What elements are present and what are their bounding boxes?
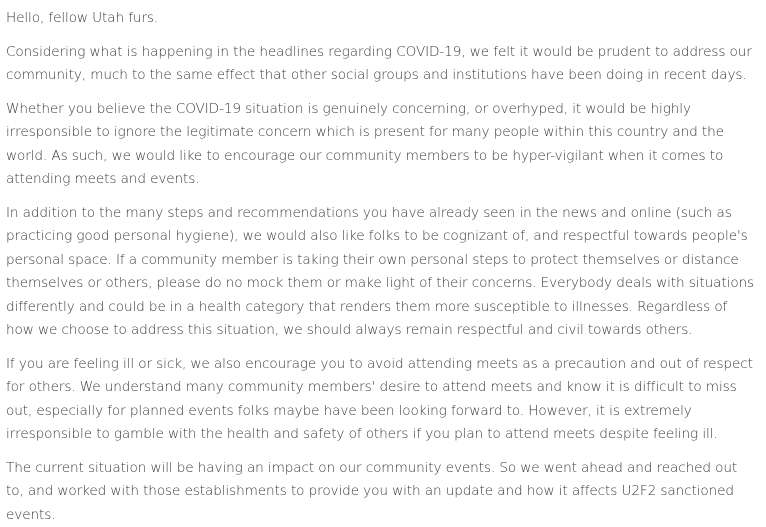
greeting-text: Hello, fellow Utah furs.: [6, 7, 756, 31]
paragraph-concern: Whether you believe the COVID-19 situation is genuinely concerning, or overhyped, it would be highly irresponsible to ignore the legitimate concern which is present for many people within this country and the world. As such, we would like to encourage our community members to be hyper-vigilant when it comes to attending meets and events.: [6, 98, 756, 192]
paragraph-illness: If you are feeling ill or sick, we also encourage you to avoid attending meets as a precaution and out of respect for others. We understand many community members' desire to attend meets and know it is difficult to miss out, especially for planned events folks maybe have been looking forward to. However, it is extremely irresponsible to gamble with the health and safety of others if you plan to attend meets despite feeling ill.: [6, 353, 756, 447]
paragraph-intro: Considering what is happening in the headlines regarding COVID-19, we felt it would be prudent to address our community, much to the same effect that other social groups and institutions have been doing in recent days.: [6, 41, 756, 88]
paragraph-respect: In addition to the many steps and recommendations you have already seen in the news and online (such as practicing good personal hygiene), we would also like folks to be cognizant of, and respectful towards people's personal space. If a community member is taking their own personal steps to protect themselves or distance themselves or others, please do no mock them or make light of their concerns. Everybody deals with situations differently and could be in a health category that renders them more susceptible to illnesses. Regardless of how we choose to address this situation, we should always remain respectful and civil towards others.: [6, 202, 756, 343]
paragraph-events: The current situation will be having an impact on our community events. So we went ahead and reached out to, and worked with those establishments to provide you with an update and how it affects U2F2 sanctioned events.: [6, 457, 756, 527]
